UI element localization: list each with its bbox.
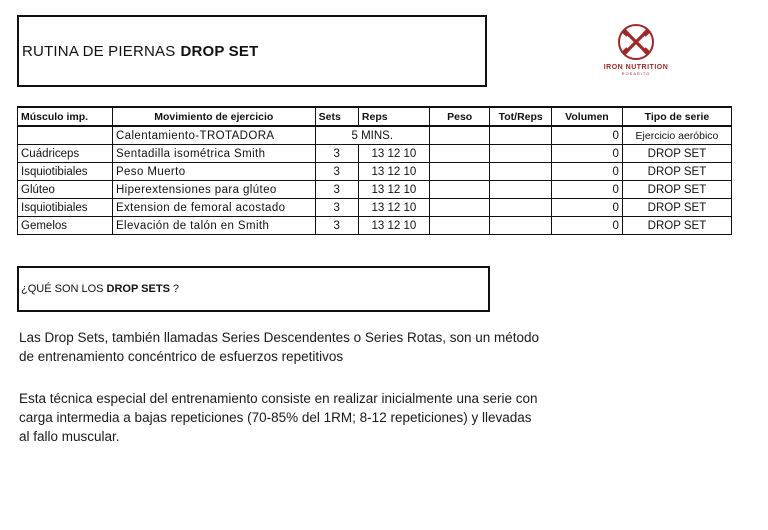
cell-peso[interactable] [429, 181, 490, 199]
cell-reps[interactable]: 13 12 10 [358, 217, 429, 235]
table-row [18, 181, 732, 199]
brand-name: IRON NUTRITION [603, 64, 669, 71]
col-tot-reps: Tot/Reps [490, 107, 551, 126]
question-bold: DROP SETS [106, 283, 170, 295]
table-row-warmup [18, 126, 732, 145]
cell-musculo[interactable]: Isquiotibiales [18, 199, 113, 217]
cell-sets[interactable]: 3 [315, 217, 358, 235]
cell-peso[interactable] [429, 163, 490, 181]
cell-tipo[interactable]: DROP SET [622, 163, 731, 181]
cell-movimiento[interactable]: Peso Muerto [112, 163, 315, 181]
cell-movimiento[interactable]: Calentamiento-TROTADORA [112, 126, 315, 145]
cell-tipo[interactable]: DROP SET [622, 217, 731, 235]
col-sets: Sets [315, 107, 358, 126]
cell-movimiento[interactable]: Hiperextensiones para glúteo [112, 181, 315, 199]
col-reps: Reps [358, 107, 429, 126]
cell-peso[interactable] [429, 217, 490, 235]
col-peso: Peso [429, 107, 490, 126]
page-title [17, 15, 487, 87]
cell-tot-reps[interactable] [490, 163, 551, 181]
col-volumen: Volumen [551, 107, 622, 126]
brand-logo [596, 22, 676, 92]
cell-reps[interactable]: 13 12 10 [358, 145, 429, 163]
col-movimiento: Movimiento de ejercicio [112, 107, 315, 126]
cell-volumen[interactable]: 0 [551, 199, 622, 217]
cell-tot-reps[interactable] [490, 217, 551, 235]
col-tipo: Tipo de serie [622, 107, 731, 126]
cell-sets[interactable]: 3 [315, 199, 358, 217]
cell-tot-reps[interactable] [490, 181, 551, 199]
col-musculo: Músculo imp. [18, 107, 113, 126]
question-prefix: ¿QUÉ SON LOS [21, 283, 104, 295]
cell-tot-reps[interactable] [490, 199, 551, 217]
question-suffix: ? [172, 283, 180, 295]
cell-tipo[interactable]: DROP SET [622, 199, 731, 217]
cell-reps[interactable]: 13 12 10 [358, 181, 429, 199]
cell-tot-reps[interactable] [490, 145, 551, 163]
cell-tipo[interactable]: Ejercicio aeróbico [622, 126, 731, 145]
routine-table [17, 106, 732, 235]
cell-peso[interactable] [429, 199, 490, 217]
cell-musculo[interactable]: Gemelos [18, 217, 113, 235]
cell-volumen[interactable]: 0 [551, 217, 622, 235]
cell-movimiento[interactable]: Elevación de talón en Smith [112, 217, 315, 235]
cell-sets[interactable]: 3 [315, 181, 358, 199]
cell-sets[interactable]: 3 [315, 163, 358, 181]
cell-tot-reps[interactable] [490, 126, 551, 145]
cell-musculo[interactable] [18, 126, 113, 145]
cell-musculo[interactable]: Cuádriceps [18, 145, 113, 163]
table-row [18, 145, 732, 163]
section-heading [17, 266, 490, 312]
cell-peso[interactable] [429, 145, 490, 163]
title-prefix: RUTINA DE PIERNAS [22, 42, 176, 60]
cell-movimiento[interactable]: Extension de femoral acostado [112, 199, 315, 217]
cell-tipo[interactable]: DROP SET [622, 145, 731, 163]
table-row [18, 163, 732, 181]
cell-movimiento[interactable]: Sentadilla isométrica Smith [112, 145, 315, 163]
cell-reps[interactable]: 13 12 10 [358, 199, 429, 217]
table-row [18, 199, 732, 217]
brand-tagline: ROSARITO [621, 71, 651, 76]
cell-musculo[interactable]: Isquiotibiales [18, 163, 113, 181]
table-row [18, 217, 732, 235]
paragraph-technique: Esta técnica especial del entrenamiento consiste en realizar inicialmente una serie con carga intermedia a bajas repeticiones (70-85% del 1RM; 8-12 repeticiones) y llevadas al fallo muscular. [19, 391, 538, 444]
cell-tipo[interactable]: DROP SET [622, 181, 731, 199]
cell-peso[interactable] [429, 126, 490, 145]
cell-volumen[interactable]: 0 [551, 126, 622, 145]
cell-volumen[interactable]: 0 [551, 163, 622, 181]
cell-musculo[interactable]: Glúteo [18, 181, 113, 199]
cell-sets[interactable]: 3 [315, 145, 358, 163]
cell-sets-reps[interactable]: 5 MINS. [315, 126, 429, 145]
paragraph-definition: Las Drop Sets, también llamadas Series Descendentes o Series Rotas, son un método de entrenamiento concéntrico de esfuerzos repetitivos [19, 330, 540, 364]
cell-volumen[interactable]: 0 [551, 145, 622, 163]
title-bold: DROP SET [180, 42, 259, 60]
dumbbell-cross-icon [612, 22, 660, 62]
cell-volumen[interactable]: 0 [551, 181, 622, 199]
table-header-row [18, 107, 732, 126]
cell-reps[interactable]: 13 12 10 [358, 163, 429, 181]
